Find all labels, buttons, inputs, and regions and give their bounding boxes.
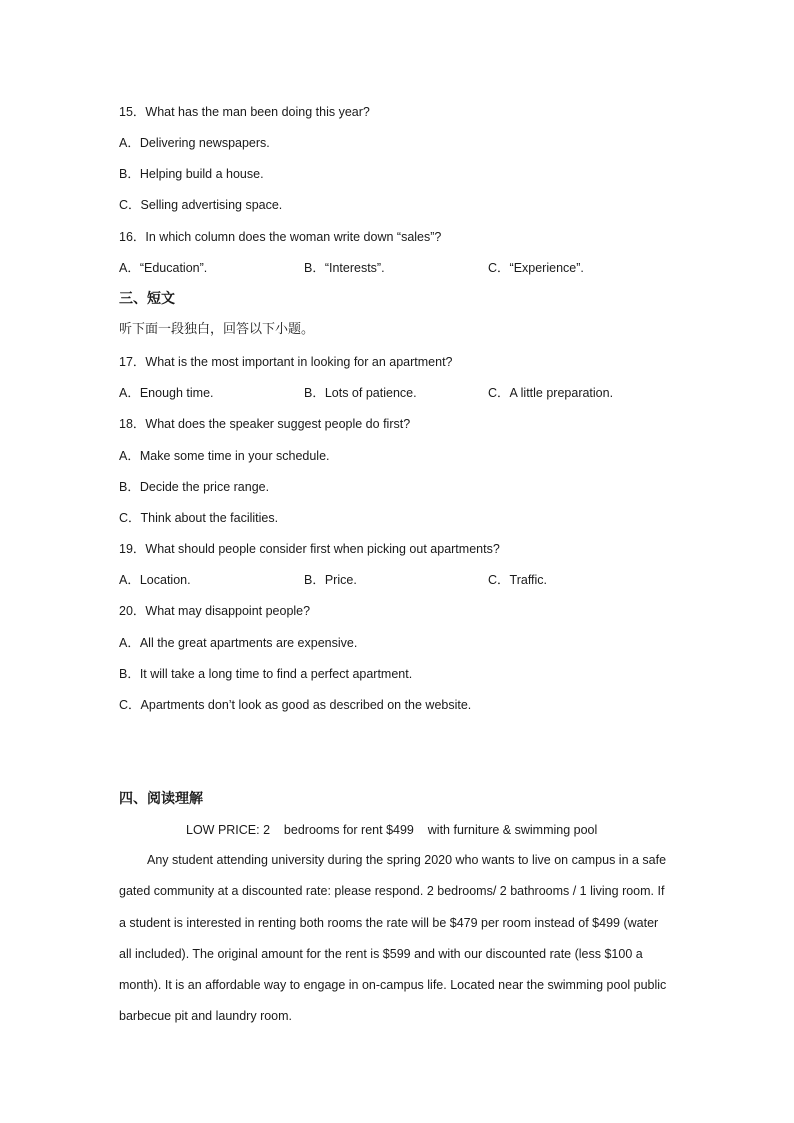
question-19-stem: 19．What should people consider first when picking out apartments? bbox=[119, 542, 500, 556]
question-16-stem: 16．In which column does the woman write down “sales”? bbox=[119, 230, 442, 244]
question-17-option-c: C．A little preparation. bbox=[488, 386, 614, 400]
question-20-option-a: A．All the great apartments are expensive. bbox=[119, 636, 358, 650]
question-15-option-c: C．Selling advertising space. bbox=[119, 198, 283, 212]
question-20-stem: 20．What may disappoint people? bbox=[119, 604, 311, 618]
question-18-option-b: B．Decide the price range. bbox=[119, 480, 270, 494]
question-15-option-a: A．Delivering newspapers. bbox=[119, 136, 270, 150]
section-3-heading: 三、短文 bbox=[119, 291, 175, 307]
question-17-option-b: B．Lots of patience. bbox=[304, 386, 417, 400]
question-19-option-b: B．Price. bbox=[304, 573, 357, 587]
question-15-option-b: B．Helping build a house. bbox=[119, 167, 264, 181]
question-19-option-c: C．Traffic. bbox=[488, 573, 548, 587]
question-20-option-b: B．It will take a long time to find a perfect apartment. bbox=[119, 667, 413, 681]
question-17-option-a: A．Enough time. bbox=[119, 386, 214, 400]
question-17-stem: 17．What is the most important in looking for an apartment? bbox=[119, 355, 453, 369]
question-20-option-c: C．Apartments don’t look as good as described on the website. bbox=[119, 698, 472, 712]
section-3-instruction: 听下面一段独白，回答以下小题。 bbox=[119, 322, 315, 337]
question-15-stem: 15．What has the man been doing this year? bbox=[119, 105, 370, 119]
section-4-heading: 四、阅读理解 bbox=[119, 791, 203, 807]
question-16-option-b: B．“Interests”. bbox=[304, 261, 385, 275]
question-16-option-a: A．“Education”. bbox=[119, 261, 208, 275]
ad-paragraph: Any student attending university during the spring 2020 who wants to live on campus in a safe gated community at a discounted rate: please respond. 2 bedrooms/ 2 bathrooms / 1 living room. If a student is interested in renting both rooms the rate will be $479 per room instead of $499 (water all included). The original amount for the rent is $599 and with our discounted rate (less $100 a month). It is an affordable way to engage in on-campus life. Located near the swimming pool public barbecue pit and laundry room. bbox=[119, 853, 667, 1024]
ad-title: LOW PRICE: 2 bedrooms for rent $499 with furniture & swimming pool bbox=[186, 823, 598, 837]
question-18-option-c: C．Think about the facilities. bbox=[119, 511, 279, 525]
question-18-stem: 18．What does the speaker suggest people do first? bbox=[119, 417, 411, 431]
question-18-option-a: A．Make some time in your schedule. bbox=[119, 449, 330, 463]
question-16-option-c: C．“Experience”. bbox=[488, 261, 584, 275]
question-19-option-a: A．Location. bbox=[119, 573, 191, 587]
